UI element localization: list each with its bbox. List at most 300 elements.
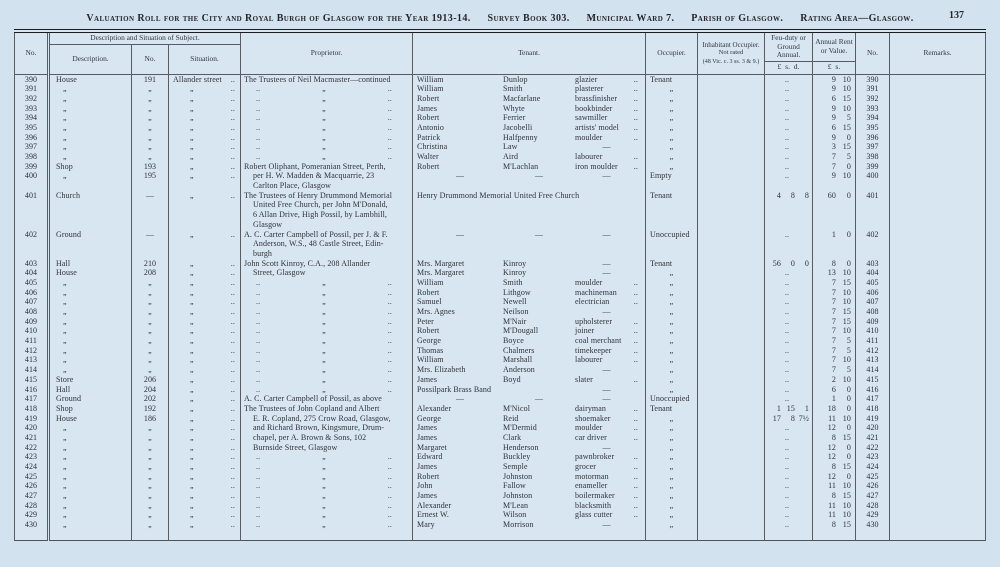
table-row <box>15 346 986 356</box>
rent-pounds: 18 <box>827 403 836 413</box>
entry-number-right: 406 <box>866 287 879 297</box>
situation-line <box>169 259 240 269</box>
entry-number: 397 <box>24 142 38 152</box>
occupier-value: „ <box>669 442 674 452</box>
table-row <box>15 297 986 307</box>
cell-remarks <box>890 404 986 452</box>
occupier-value: „ <box>669 355 674 365</box>
cell-street-number <box>132 123 169 133</box>
cell-remarks <box>890 385 986 395</box>
rent-pounds: 11 <box>828 481 836 491</box>
cell-situation <box>169 259 241 278</box>
tenant-line <box>413 94 645 104</box>
cell-tenant <box>413 336 646 346</box>
feu-duty-empty <box>765 142 812 152</box>
tenant-surname: Boyce <box>503 336 524 346</box>
annual-rent-value <box>813 336 855 346</box>
tenant-occupation: shoemaker <box>575 413 611 423</box>
description-value: House <box>56 74 77 84</box>
cell-no-right <box>856 142 890 152</box>
tenant-line <box>413 123 645 133</box>
cell-proprietor <box>241 94 413 104</box>
cell-remarks <box>890 142 986 152</box>
cell-situation <box>169 394 241 404</box>
entry-number: 428 <box>24 500 38 510</box>
cell-annual-rent <box>813 326 856 336</box>
tenant-forename: Robert <box>417 287 440 297</box>
cell-street-number <box>132 84 169 94</box>
cell-occupier <box>646 104 698 114</box>
feu-duty-empty <box>765 433 812 443</box>
proprietor-text-line: burgh <box>253 248 273 258</box>
proprietor-text-line: Robert Oliphant, Pomeranian Street, Perth, <box>244 161 386 171</box>
table-row <box>15 501 986 511</box>
situation-value: „ <box>190 500 194 510</box>
tenant-dots: .. <box>633 471 638 481</box>
description-value: „ <box>63 277 67 287</box>
cell-street-number <box>132 74 169 84</box>
ditto-dots: .. <box>387 316 392 326</box>
tenant-occupation: — <box>602 229 611 239</box>
cell-feu-duty <box>765 133 813 143</box>
tenant-forename: Mrs. Agnes <box>417 307 455 316</box>
rent-shillings: 10 <box>842 355 851 365</box>
cell-description <box>49 481 132 491</box>
annual-rent-value <box>813 452 855 462</box>
feu-dots: .. <box>784 471 790 481</box>
cell-feu-duty <box>765 355 813 365</box>
proprietor-text-line: and Richard Brown, Kingsmure, Drum- <box>253 423 385 433</box>
tenant-forename: Mary <box>417 520 435 530</box>
situation-line <box>169 375 240 385</box>
tenant-surname: Fallow <box>503 481 526 491</box>
tenant-dots: .. <box>633 297 638 307</box>
tenant-line <box>413 501 645 511</box>
street-number-value: „ <box>148 471 152 481</box>
proprietor-ditto <box>241 317 412 327</box>
description-value: „ <box>63 103 67 113</box>
occupier-value: „ <box>669 277 674 287</box>
feu-pounds: 1 <box>776 403 781 413</box>
situation-value: „ <box>190 452 194 462</box>
cell-description <box>49 385 132 395</box>
situation-dots: .. <box>230 152 235 161</box>
cell-situation <box>169 346 241 356</box>
street-number-value: 191 <box>143 74 157 84</box>
cell-no-right <box>856 152 890 162</box>
tenant-occupation: labourer <box>575 355 603 365</box>
rent-pounds: 12 <box>827 423 836 433</box>
rent-pounds: 7 <box>831 287 836 297</box>
feu-dots: .. <box>784 345 790 355</box>
entry-number: 399 <box>24 161 38 171</box>
table-header <box>15 31 986 74</box>
situation-dots: .. <box>230 142 235 152</box>
cell-situation <box>169 84 241 94</box>
feu-duty-empty <box>765 278 812 288</box>
cell-tenant <box>413 152 646 162</box>
tenant-occupation: glass cutter <box>575 510 613 520</box>
cell-description <box>49 520 132 540</box>
cell-inhabitant-occupier <box>698 481 765 491</box>
cell-occupier <box>646 365 698 375</box>
occupier-value: „ <box>669 345 674 355</box>
tenant-dots: .. <box>633 481 638 491</box>
entry-number-right: 429 <box>866 510 879 520</box>
ditto-dots: .. <box>387 355 392 365</box>
ditto-dots: .. <box>387 365 392 375</box>
tenant-forename: John <box>417 481 433 491</box>
cell-tenant <box>413 501 646 511</box>
cell-feu-duty <box>765 365 813 375</box>
rent-shillings: 15 <box>842 142 851 152</box>
cell-no-left <box>15 113 49 123</box>
feu-pence: 0 <box>804 258 809 268</box>
rent-shillings: 0 <box>846 161 851 171</box>
cell-remarks <box>890 84 986 94</box>
tenant-dots: .. <box>633 152 638 161</box>
tenant-occupation: coal merchant <box>575 336 622 346</box>
street-number-value: 202 <box>143 394 157 404</box>
tenant-occupation: — <box>602 142 611 152</box>
cell-inhabitant-occupier <box>698 365 765 375</box>
tenant-occupation: — <box>602 442 611 452</box>
street-number-value: „ <box>148 113 152 123</box>
rent-shillings: 15 <box>842 491 851 501</box>
situation-value: „ <box>190 307 194 316</box>
cell-no-left <box>15 142 49 152</box>
occupier-value: „ <box>669 326 674 336</box>
cell-remarks <box>890 491 986 501</box>
feu-duty-empty <box>765 394 812 404</box>
description-value: „ <box>63 355 67 365</box>
cell-street-number <box>132 510 169 520</box>
header-street-number: No. <box>132 44 169 74</box>
occupier-value: „ <box>669 500 674 510</box>
cell-street-number <box>132 472 169 482</box>
cell-situation <box>169 230 241 259</box>
description-value: Ground <box>56 394 82 404</box>
rent-pounds: 8 <box>831 258 836 268</box>
cell-tenant <box>413 326 646 336</box>
cell-proprietor <box>241 133 413 143</box>
description-value: „ <box>63 132 67 142</box>
ditto-dots: .. <box>256 336 261 346</box>
cell-inhabitant-occupier <box>698 336 765 346</box>
situation-line <box>169 394 240 404</box>
rent-shillings: 0 <box>846 132 851 142</box>
tenant-forename: Robert <box>417 93 440 103</box>
cell-inhabitant-occupier <box>698 152 765 162</box>
rent-pounds: 9 <box>831 74 836 84</box>
description-value: „ <box>63 500 67 510</box>
rent-shillings: 10 <box>842 413 851 423</box>
cell-tenant <box>413 278 646 288</box>
cell-inhabitant-occupier <box>698 259 765 278</box>
cell-situation <box>169 278 241 288</box>
cell-no-right <box>856 259 890 278</box>
ditto-dots: .. <box>387 510 392 520</box>
rent-shillings: 5 <box>846 113 851 123</box>
table-row <box>15 365 986 375</box>
cell-tenant <box>413 113 646 123</box>
rent-shillings: 0 <box>846 190 851 200</box>
cell-street-number <box>132 520 169 540</box>
situation-dots: .. <box>230 365 235 375</box>
rent-pounds: 3 <box>831 142 836 152</box>
cell-annual-rent <box>813 288 856 298</box>
cell-tenant <box>413 162 646 191</box>
cell-occupier <box>646 74 698 84</box>
situation-dots: .. <box>230 277 235 287</box>
situation-dots: .. <box>230 287 235 297</box>
cell-occupier <box>646 123 698 133</box>
entry-number: 412 <box>24 345 38 355</box>
ditto-mark: „ <box>322 384 326 394</box>
situation-value: „ <box>190 423 194 433</box>
cell-remarks <box>890 74 986 84</box>
feu-dots: .. <box>784 287 790 297</box>
tenant-surname: Law <box>503 142 518 152</box>
cell-inhabitant-occupier <box>698 104 765 114</box>
occupier-value: „ <box>669 336 674 346</box>
ditto-mark: „ <box>322 520 326 530</box>
annual-rent-value <box>813 152 855 162</box>
entry-number: 424 <box>24 462 38 471</box>
annual-rent-value <box>813 520 855 530</box>
occupier-value: „ <box>669 471 674 481</box>
rent-pounds: 6 <box>831 384 836 394</box>
annual-rent-value <box>813 162 855 172</box>
ditto-dots: .. <box>256 142 261 152</box>
description-value: House <box>56 413 77 423</box>
feu-dots: .. <box>784 122 790 132</box>
entry-number: 402 <box>24 229 38 239</box>
proprietor-text-line: A. C. Carter Campbell of Possil, per J. & F. <box>244 229 388 239</box>
ditto-dots: .. <box>387 481 392 491</box>
table-row <box>15 162 986 191</box>
occupier-value: „ <box>669 307 674 316</box>
proprietor-ditto <box>241 326 412 336</box>
rent-shillings: 0 <box>846 403 851 413</box>
street-number-value: „ <box>148 345 152 355</box>
tenant-dots: .. <box>633 403 638 413</box>
cell-no-right <box>856 191 890 230</box>
cell-feu-duty <box>765 510 813 520</box>
tenant-line <box>413 288 645 298</box>
rent-pounds: 9 <box>831 103 836 113</box>
occupier-value: „ <box>669 122 674 132</box>
entry-number: 396 <box>24 132 38 142</box>
cell-no-left <box>15 394 49 404</box>
cell-tenant <box>413 259 646 278</box>
situation-line <box>169 171 240 181</box>
description-value: Shop <box>56 403 73 413</box>
cell-occupier <box>646 278 698 288</box>
tenant-forename: James <box>417 374 438 384</box>
annual-rent-value <box>813 230 855 240</box>
cell-proprietor <box>241 375 413 385</box>
ditto-mark: „ <box>322 103 326 113</box>
cell-remarks <box>890 365 986 375</box>
situation-dots: .. <box>230 491 235 501</box>
cell-proprietor <box>241 510 413 520</box>
feu-dots: .. <box>784 297 790 307</box>
rent-pounds: 7 <box>831 326 836 336</box>
occupier-value: „ <box>669 152 674 161</box>
cell-inhabitant-occupier <box>698 307 765 317</box>
cell-remarks <box>890 510 986 520</box>
entry-number: 390 <box>24 74 38 84</box>
cell-situation <box>169 133 241 143</box>
cell-no-right <box>856 94 890 104</box>
feu-duty-empty <box>765 472 812 482</box>
situation-value: „ <box>190 258 194 268</box>
cell-inhabitant-occupier <box>698 230 765 259</box>
description-value: Ground <box>56 229 82 239</box>
feu-duty-empty <box>765 501 812 511</box>
tenant-occupation: pawnbroker <box>575 452 615 462</box>
annual-rent-value <box>813 355 855 365</box>
street-number-value: „ <box>148 462 152 471</box>
occupier-value: „ <box>669 287 674 297</box>
street-number-value: „ <box>148 307 152 316</box>
situation-line <box>169 84 240 94</box>
occupier-value: „ <box>669 452 674 462</box>
cell-occupier <box>646 355 698 365</box>
cell-situation <box>169 326 241 336</box>
tenant-forename: Alexander <box>417 403 452 413</box>
situation-line <box>169 472 240 482</box>
cell-description <box>49 501 132 511</box>
tenant-dots: .. <box>633 423 638 433</box>
cell-inhabitant-occupier <box>698 191 765 230</box>
cell-no-right <box>856 278 890 288</box>
header-currency-feu: £ s. d. <box>765 61 813 74</box>
situation-dots: .. <box>230 374 235 384</box>
situation-line <box>169 104 240 114</box>
cell-no-right <box>856 481 890 491</box>
cell-street-number <box>132 326 169 336</box>
rent-shillings: 10 <box>842 297 851 307</box>
ditto-dots: .. <box>387 520 392 530</box>
rent-shillings: 5 <box>846 336 851 346</box>
cell-feu-duty <box>765 191 813 230</box>
situation-line <box>169 307 240 317</box>
cell-occupier <box>646 336 698 346</box>
cell-occupier <box>646 152 698 162</box>
situation-value: „ <box>190 520 194 530</box>
cell-no-left <box>15 123 49 133</box>
cell-annual-rent <box>813 307 856 317</box>
situation-line <box>169 123 240 133</box>
tenant-occupation: moulder <box>575 423 603 433</box>
rent-pounds: 9 <box>831 132 836 142</box>
cell-inhabitant-occupier <box>698 472 765 482</box>
header-inhabitant-line2: Not rated <box>718 49 744 56</box>
cell-remarks <box>890 346 986 356</box>
tenant-dots: .. <box>633 277 638 287</box>
rent-shillings: 10 <box>842 510 851 520</box>
tenant-occupation: car driver <box>575 432 607 442</box>
cell-tenant <box>413 452 646 462</box>
cell-no-left <box>15 462 49 472</box>
annual-rent-value <box>813 171 855 181</box>
tenant-line <box>413 433 645 443</box>
situation-value: „ <box>190 374 194 384</box>
cell-feu-duty <box>765 152 813 162</box>
cell-tenant <box>413 404 646 452</box>
description-value: „ <box>63 481 67 491</box>
feu-duty-empty <box>765 297 812 307</box>
description-value: „ <box>63 171 67 181</box>
rent-shillings: 10 <box>842 103 851 113</box>
tenant-dots: .. <box>633 462 638 471</box>
annual-rent-value <box>813 94 855 104</box>
situation-line <box>169 481 240 491</box>
entry-number-right: 423 <box>866 452 879 462</box>
cell-situation <box>169 191 241 230</box>
entry-number: 419 <box>24 413 38 423</box>
cell-proprietor <box>241 278 413 288</box>
cell-feu-duty <box>765 481 813 491</box>
cell-annual-rent <box>813 142 856 152</box>
ditto-mark: „ <box>322 132 326 142</box>
proprietor-ditto <box>241 297 412 307</box>
tenant-surname: — <box>534 171 544 181</box>
proprietor-text-line: The Trustees of John Copland and Albert <box>244 403 380 413</box>
cell-street-number <box>132 278 169 288</box>
cell-tenant <box>413 346 646 356</box>
situation-line <box>169 510 240 520</box>
cell-annual-rent <box>813 501 856 511</box>
tenant-forename: — <box>455 394 465 404</box>
ditto-dots: .. <box>256 365 261 375</box>
street-number-value: „ <box>148 103 152 113</box>
feu-dots: .. <box>784 462 790 471</box>
ditto-dots: .. <box>387 374 392 384</box>
cell-no-right <box>856 346 890 356</box>
tenant-surname: Clark <box>503 432 522 442</box>
occupier-value: Tenant <box>650 258 673 268</box>
proprietor-text-line: Glasgow <box>253 219 283 229</box>
feu-duty-empty <box>765 443 812 453</box>
tenant-forename: Thomas <box>417 345 444 355</box>
entry-number-right: 401 <box>866 190 879 200</box>
tenant-surname: Jacobelli <box>503 122 533 132</box>
cell-no-left <box>15 317 49 327</box>
situation-value: „ <box>190 345 194 355</box>
rent-shillings: 15 <box>842 316 851 326</box>
cell-no-right <box>856 472 890 482</box>
annual-rent-value <box>813 133 855 143</box>
feu-dots: .. <box>784 171 790 181</box>
annual-rent-value <box>813 268 855 278</box>
occupier-value: „ <box>669 374 674 384</box>
annual-rent-value <box>813 365 855 375</box>
proprietor-ditto <box>241 520 412 530</box>
annual-rent-value <box>813 385 855 395</box>
cell-no-left <box>15 74 49 84</box>
tenant-dots: .. <box>633 287 638 297</box>
feu-duty-empty <box>765 94 812 104</box>
tenant-forename: Robert <box>417 161 440 171</box>
cell-description <box>49 142 132 152</box>
occupier-value: „ <box>669 520 674 530</box>
cell-proprietor <box>241 307 413 317</box>
cell-remarks <box>890 152 986 162</box>
feu-dots: .. <box>784 355 790 365</box>
